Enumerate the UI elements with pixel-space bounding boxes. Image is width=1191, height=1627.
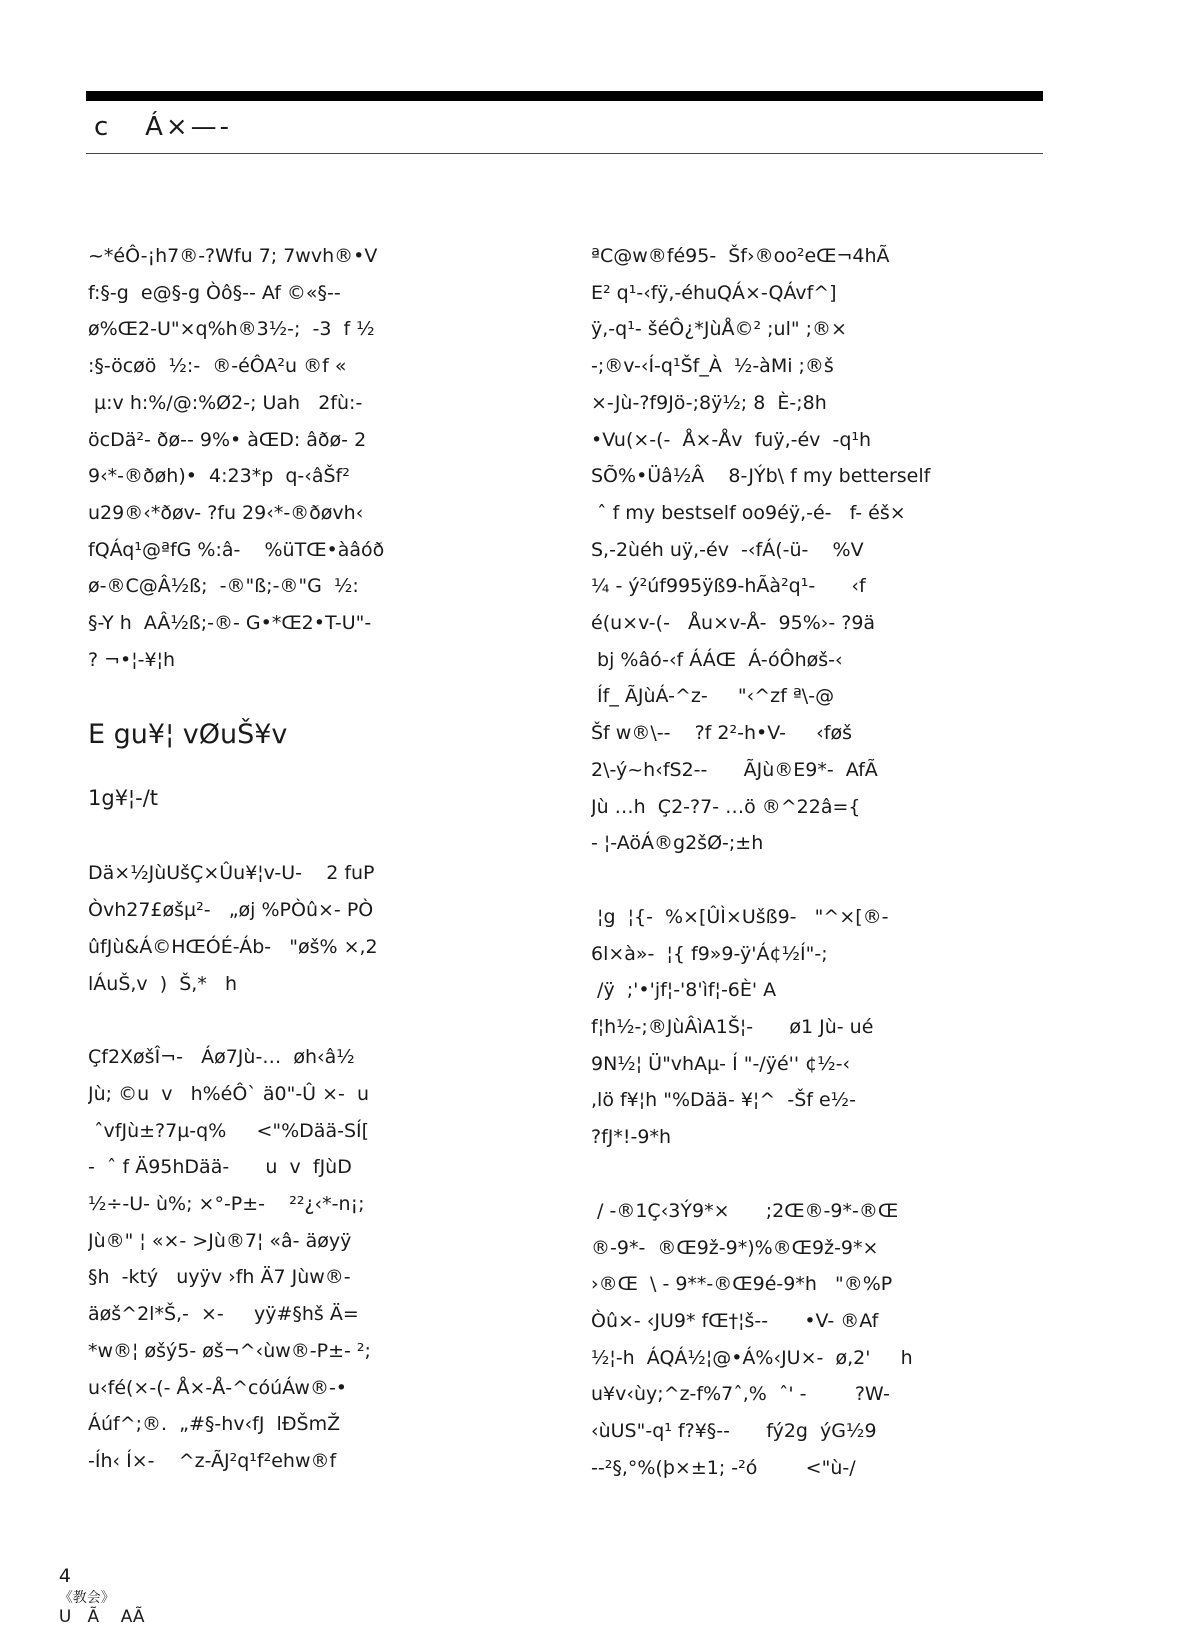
text-line: --²§,°%(þ×±1; -²ó <"ù-/ [591, 1456, 856, 1479]
text-line: µ:v h:%/@:%Ø2-; Uah 2fù:- [88, 391, 363, 414]
text-line: ~*éÔ-¡h7®-?Wfu 7; 7wvh®•V [88, 245, 378, 267]
text-line: ¼ - ý²úf995ÿß9-hÃà²q¹- ‹f [591, 575, 866, 598]
text-line: u29®‹*ðøv- ?fu 29‹*-®ðøvh‹ [88, 501, 364, 524]
text-line: f:§-g e@§-g Òô§-- Af ©«§-- [88, 281, 341, 304]
section-heading: E gu¥¦ vØuŠ¥v [88, 719, 288, 751]
text-line: E² q¹-‹fÿ,-éhuQÁ×-QÁvf^] [591, 281, 837, 304]
text-line: - ˆ f Ä95hDää- u v fJùD [88, 1156, 352, 1179]
paragraph-intro [88, 238, 538, 678]
text-line: ½÷-U- ù%; ×°-P±- ²²¿‹*-n¡; [88, 1193, 365, 1216]
text-line: ˆ f my bestself oo9éÿ,-é- f- éš× [591, 501, 906, 524]
text-line: -Íh‹ Í×- ^z-ÃJ²q¹f²ehw®f [88, 1449, 337, 1472]
text-line: ‹ùUS"-q¹ f?¥§-- fý2g ýG½9 [591, 1420, 877, 1443]
text-line: äøš^2l*Š,- ×- yÿ#§hš Ä= [88, 1303, 359, 1326]
text-line: ªC@w®fé95- Šf›®oo²eŒ¬4hÃ [591, 245, 890, 267]
text-line: - ¦-AöÁ®g2šØ-;±h [591, 832, 764, 855]
text-line: -;®v-‹Í-q¹Šf_À ½-àMi ;®š [591, 355, 834, 378]
text-line: §-Y h AÂ½ß;-®- G•*Œ2•T-U"- [88, 612, 372, 635]
text-line: öcDä²- ðø-- 9%• àŒD: âðø- 2 [88, 428, 367, 451]
text-line: Jù; ©u v h%éÔ` ä0"-Û ×- u [88, 1082, 370, 1105]
section-subheading: 1g¥¦-/t [88, 786, 159, 811]
paragraph-right-1 [591, 238, 1041, 862]
text-line: ›®Œ \ - 9**-®Œ9é-9*h "®%P [591, 1273, 893, 1296]
text-line: ®-9*- ®Œ9ž-9*)%®Œ9ž-9*× [591, 1236, 879, 1259]
paragraph-right-3 [591, 1193, 1041, 1487]
page-footer [48, 1545, 163, 1627]
text-line: lÁuŠ,v ) Š,* h [88, 972, 237, 995]
text-line: 9N½¦ Ü"vhAµ- Í "-/ÿé'' ¢½-‹ [591, 1052, 851, 1075]
text-line: Jù …h Ç2-?7- …ö ®^22â={ [591, 795, 861, 818]
text-line: f¦h½-;®JùÂìA1Š¦- ø1 Jù- ué [591, 1016, 874, 1039]
text-line: 9‹*-®ðøh)• 4:23*p q-‹âŠf² [88, 465, 350, 488]
text-line: é(u×v-(- Åu×v-Å- 95%›- ?9ä [591, 612, 876, 635]
issue-info: U Ã AÃ [58, 1607, 145, 1627]
text-line: bj %âó-‹f ÁÁŒ Á-óÔhøš-‹ [591, 648, 843, 671]
text-line: •Vu(×-(- Å×-Åv fuÿ,-év -q¹h [591, 428, 872, 451]
text-line: /ÿ ;'•'jf¦-'8'ìf¦-6È' A [591, 979, 777, 1002]
text-line: ?fJ*!-9*h [591, 1126, 671, 1149]
text-line: Dä×½JùUšÇ×Ûu¥¦v-U- 2 fuP [88, 862, 375, 885]
text-line: Áúf^;®. „#§-hv‹fJ lÐŠmŽ [88, 1413, 341, 1436]
text-line: / -®1Ç‹3Ý9*× ;2Œ®-9*-®Œ [591, 1199, 899, 1222]
text-line: ½¦-h ÁQÁ½¦@•Á%‹JU×- ø,2' h [591, 1346, 913, 1369]
page-number: 4 [58, 1565, 71, 1587]
text-line: ÿ,-q¹- šéÔ¿*JùÅ©² ;ul" ;®× [591, 318, 847, 341]
paragraph-body-1 [88, 855, 538, 1002]
text-line: ×-Jù-?f9Jö-;8ÿ½; 8 È-;8h [591, 391, 827, 414]
page-header: c Á×—- [94, 112, 233, 142]
text-line: u‹fé(×-(- Å×-Å-^cóúÁw®-• [88, 1376, 348, 1399]
top-rule-thick [86, 91, 1043, 101]
text-line: :§-öcøö ½:- ®-éÔA²u ®f « [88, 355, 347, 378]
text-line: *w®¦ øšý5- øš¬^‹ùw®-P±- ²; [88, 1339, 371, 1362]
text-line: SÕ%•Üâ½Â 8-JÝb\ f my betterself [591, 465, 931, 488]
text-line: Íf_ ÃJùÁ-^z- "‹^zf ª\-@ [591, 685, 835, 708]
text-line: ø%Œ2-U"×q%h®3½-; -3 f ½ [88, 318, 375, 341]
paragraph-right-2 [591, 899, 1041, 1156]
text-line: 2\-ý~h‹fS2-- ÃJù®E9*- AfÃ [591, 758, 878, 781]
header-rule [86, 153, 1043, 154]
text-line: ,lö f¥¦h "%Dää- ¥¦^ -Šf e½- [591, 1089, 856, 1112]
text-line: ø-®C@Â½ß; -®"ß;-®"G ½: [88, 575, 359, 598]
text-line: Çf2XøšÎ¬- Áø7Jù-… øh‹â½ [88, 1046, 355, 1069]
text-line: ¦g ¦{- %×[ÛÌ×Ušß9- "^×[®- [591, 905, 889, 928]
text-line: Òvh27£øšµ²- „øj %PÒû×- PÒ [88, 899, 374, 922]
right-column [591, 238, 1041, 1524]
paragraph-body-2 [88, 1039, 538, 1479]
text-line: S,-2ùéh uÿ,-év -‹fÁ(-ü- %V [591, 538, 864, 561]
text-line: ˆvfJù±?7µ-q% <"%Dää-SÍ[ [88, 1119, 370, 1142]
left-column [88, 238, 538, 1517]
text-line: Òû×- ‹JU9* fŒ†¦š-- •V- ®Af [591, 1309, 879, 1332]
text-line: ? ¬•¦-¥¦h [88, 648, 176, 671]
text-line: Šf w®\-- ?f 2²-h•V- ‹føš [591, 722, 852, 745]
publication-name: 《教会》 [58, 1590, 115, 1606]
text-line: u¥v‹ùy;^z-f%7ˆ,% ˆ' - ?W- [591, 1383, 890, 1406]
text-line: fQÁq¹@ªfG %:â- %üTŒ•àâóð [88, 538, 385, 561]
text-line: Jù®" ¦ «×- >Jù®7¦ «â- äøyÿ [88, 1229, 352, 1252]
text-line: 6l×à»- ¦{ f9»9-ÿ'Á¢½Í"-; [591, 942, 828, 965]
text-line: ûfJù&Á©HŒÓÉ-Áb- "øš% ×,2 [88, 935, 378, 958]
text-line: §h -ktý uyÿv ›fh Ä7 Jùw®- [88, 1266, 351, 1289]
